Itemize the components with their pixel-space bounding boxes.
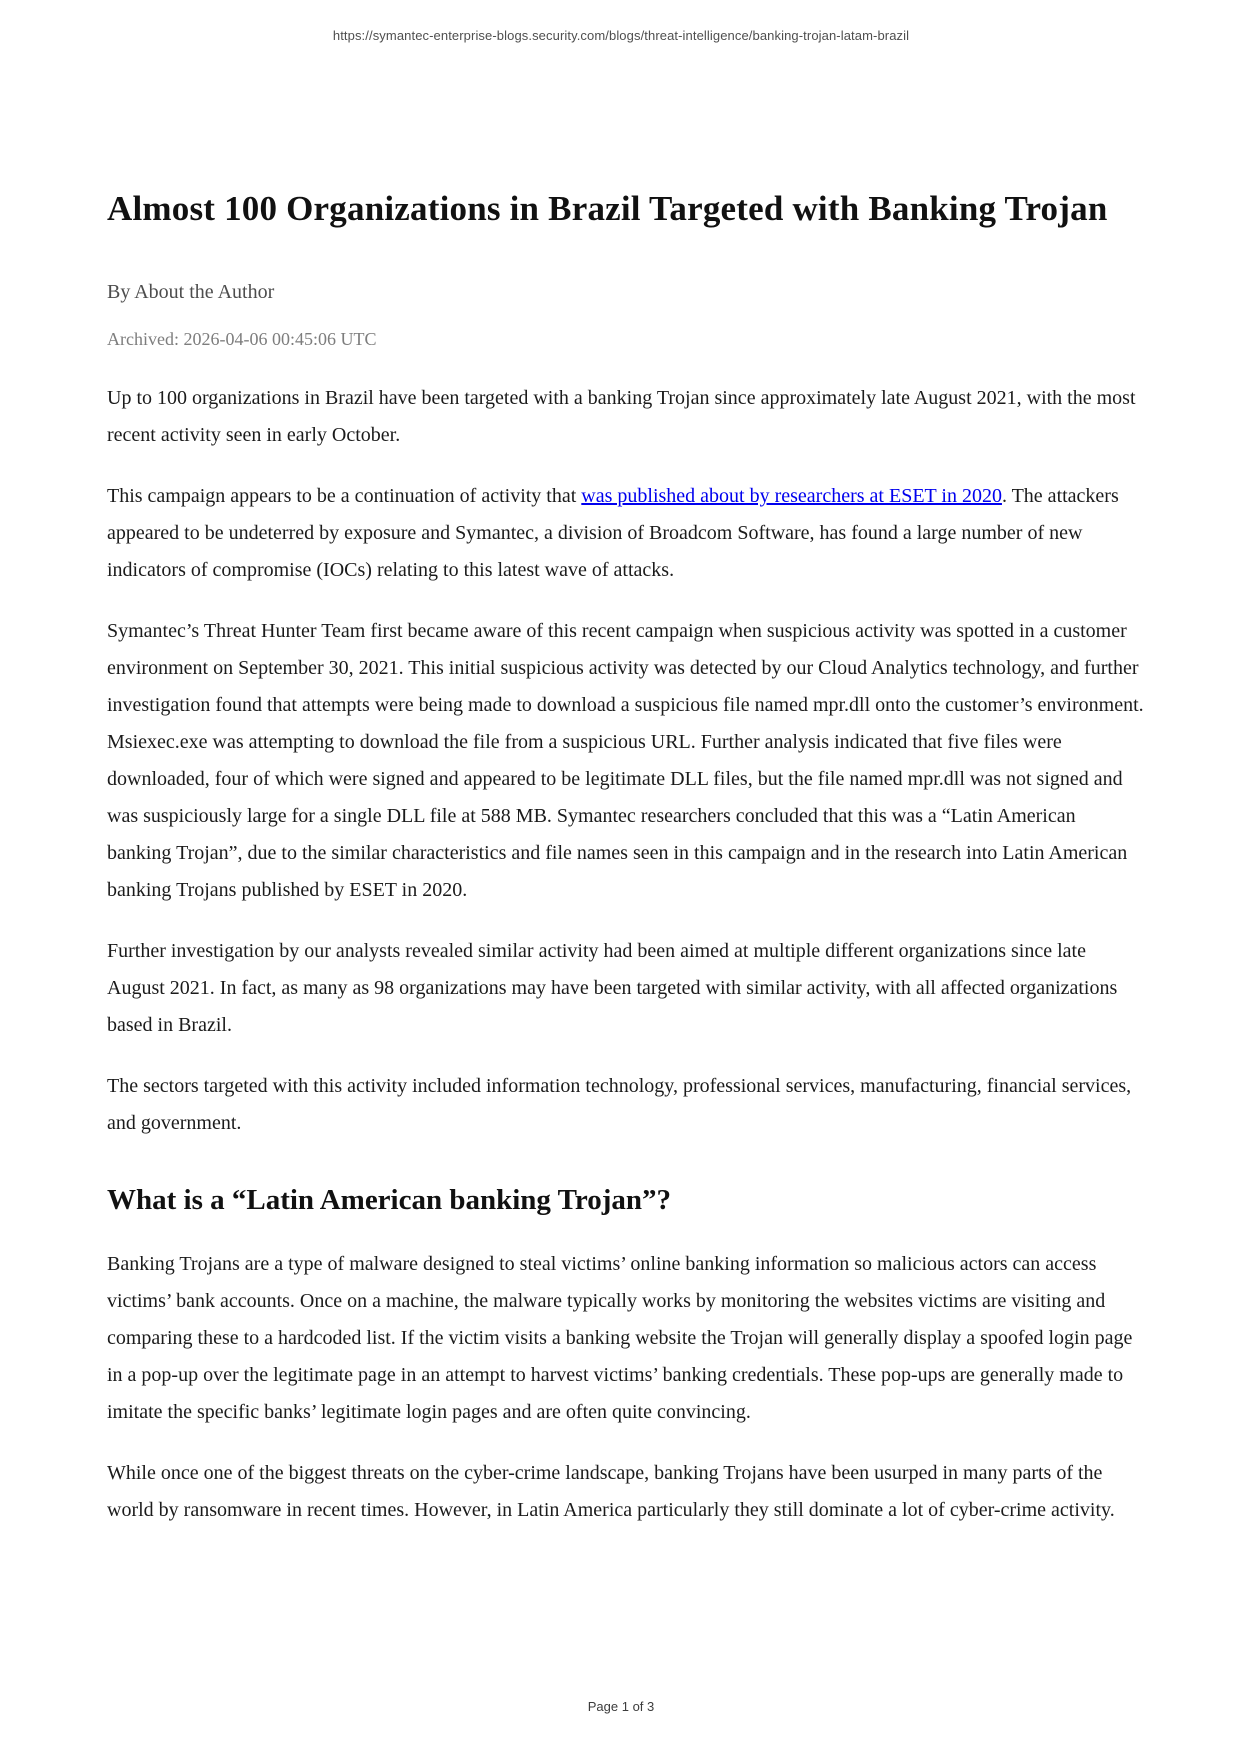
paragraph: Symantec’s Threat Hunter Team first became aware of this recent campaign when suspicious activity was spotted in a customer environment on September 30, 2021. This initial suspicious activity was detected by our Cloud Analytics technology, and further investigation found that attempts were being made to download a suspicious file named mpr.dll onto the customer’s environment. Msiexec.exe was attempting to download the file from a suspicious URL. Further analysis indicated that five files were downloaded, four of which were signed and appeared to be legitimate DLL files, but the file named mpr.dll was not signed and was suspiciously large for a single DLL file at 588 MB. Symantec researchers concluded that this was a “Latin American banking Trojan”, due to the similar characteristics and file names seen in this campaign and in the research into Latin American banking Trojans published by ESET in 2020.: [107, 620, 1144, 901]
article-byline: By About the Author: [107, 281, 275, 303]
paragraph: The sectors targeted with this activity included information technology, professional services, manufacturing, financial services, and government.: [107, 1075, 1132, 1134]
source-url: https://symantec-enterprise-blogs.security.com/blogs/threat-intelligence/banking-trojan-latam-brazil: [332, 28, 910, 43]
paragraph: Up to 100 organizations in Brazil have been targeted with a banking Trojan since approximately late August 2021, with the most recent activity seen in early October.: [107, 387, 1136, 446]
paragraph-text: This campaign appears to be a continuation of activity that: [107, 485, 582, 507]
paragraph: Banking Trojans are a type of malware designed to steal victims’ online banking information so malicious actors can access victims’ bank accounts. Once on a machine, the malware typically works by monitoring the websites victims are visiting and comparing these to a hardcoded list. If the victim visits a banking website the Trojan will generally display a spoofed login page in a pop-up over the legitimate page in an attempt to harvest victims’ banking credentials. These pop-ups are generally made to imitate the specific banks’ legitimate login pages and are often quite convincing.: [107, 1253, 1133, 1423]
article-content: [107, 0, 1145, 1553]
paragraph: While once one of the biggest threats on the cyber-crime landscape, banking Trojans have been usurped in many parts of the world by ransomware in recent times. However, in Latin America particularly they still dominate a lot of cyber-crime activity.: [107, 1462, 1115, 1521]
archived-timestamp: Archived: 2026-04-06 00:45:06 UTC: [107, 329, 377, 349]
paragraph: Further investigation by our analysts revealed similar activity had been aimed at multiple different organizations since late August 2021. In fact, as many as 98 organizations may have been targeted with similar activity, with all affected organizations based in Brazil.: [107, 940, 1118, 1036]
paragraph: [107, 478, 1145, 589]
eset-research-link[interactable]: was published about by researchers at ESET in 2020: [581, 485, 1002, 507]
paragraph-text: . The attackers appeared to be undeterred by exposure and Symantec, a division of Broadcom Software, has found a large number of new indicators of compromise (IOCs) relating to this latest wave of attacks.: [107, 485, 1119, 581]
section-heading: What is a “Latin American banking Trojan”?: [107, 1184, 671, 1216]
page-indicator: Page 1 of 3: [587, 1699, 655, 1714]
article-title: Almost 100 Organizations in Brazil Targeted with Banking Trojan: [107, 189, 1108, 228]
